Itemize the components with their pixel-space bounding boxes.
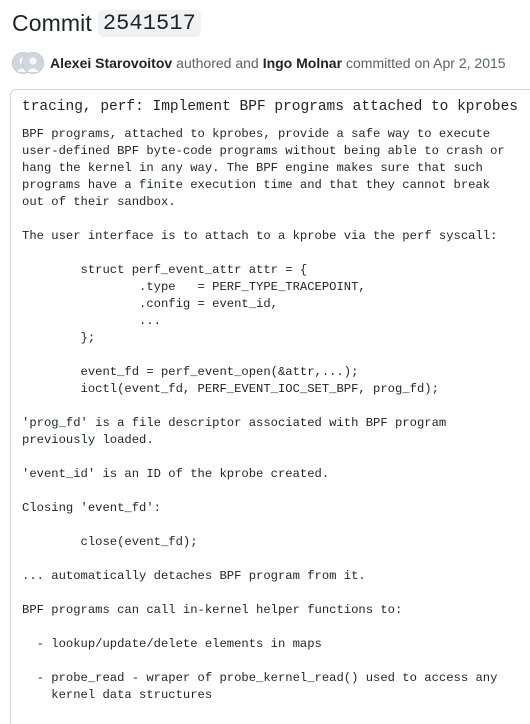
commit-sha[interactable]: 2541517 [98,10,201,37]
committer-avatar-icon[interactable] [22,52,44,74]
author-link[interactable]: Alexei Starovoitov [50,55,173,71]
commit-message-title: tracing, perf: Implement BPF programs attached to kprobes [22,99,518,115]
avatar-stack [12,52,44,74]
commit-message-box [10,89,530,724]
authored-text: authored and [176,55,259,71]
committed-text: committed on Apr 2, 2015 [346,55,506,71]
commit-meta [12,52,510,74]
page-title [12,10,201,37]
committer-link[interactable]: Ingo Molnar [262,55,343,71]
commit-message-body: BPF programs, attached to kprobes, provide a safe way to execute user-defined BPF byte-code programs without being able to crash or hang the kernel in any way. The BPF engine makes sure that such programs have a finite execution time and that they cannot break out of their sandbox. The user interface is to attach to a kprobe via the perf syscall: struct perf_event_attr attr = { .type = PERF_TYPE_TRACEPOINT, .config = event_id, ... }; event_fd = perf_event_open(&attr,...); ioctl(event_fd, PERF_EVENT_IOC_SET_BPF, prog_fd); 'prog_fd' is a file descriptor associated with BPF program previously loaded. 'event_id' is an ID of the kprobe created. Closing 'event_fd': close(event_fd); ... automatically detaches BPF program from it. BPF programs can call in-kernel helper functions to: - lookup/update/delete elements in maps - probe_read - wraper of probe_kernel_read() used to access any kernel data structures [22,127,505,702]
commit-label: Commit [12,10,92,36]
